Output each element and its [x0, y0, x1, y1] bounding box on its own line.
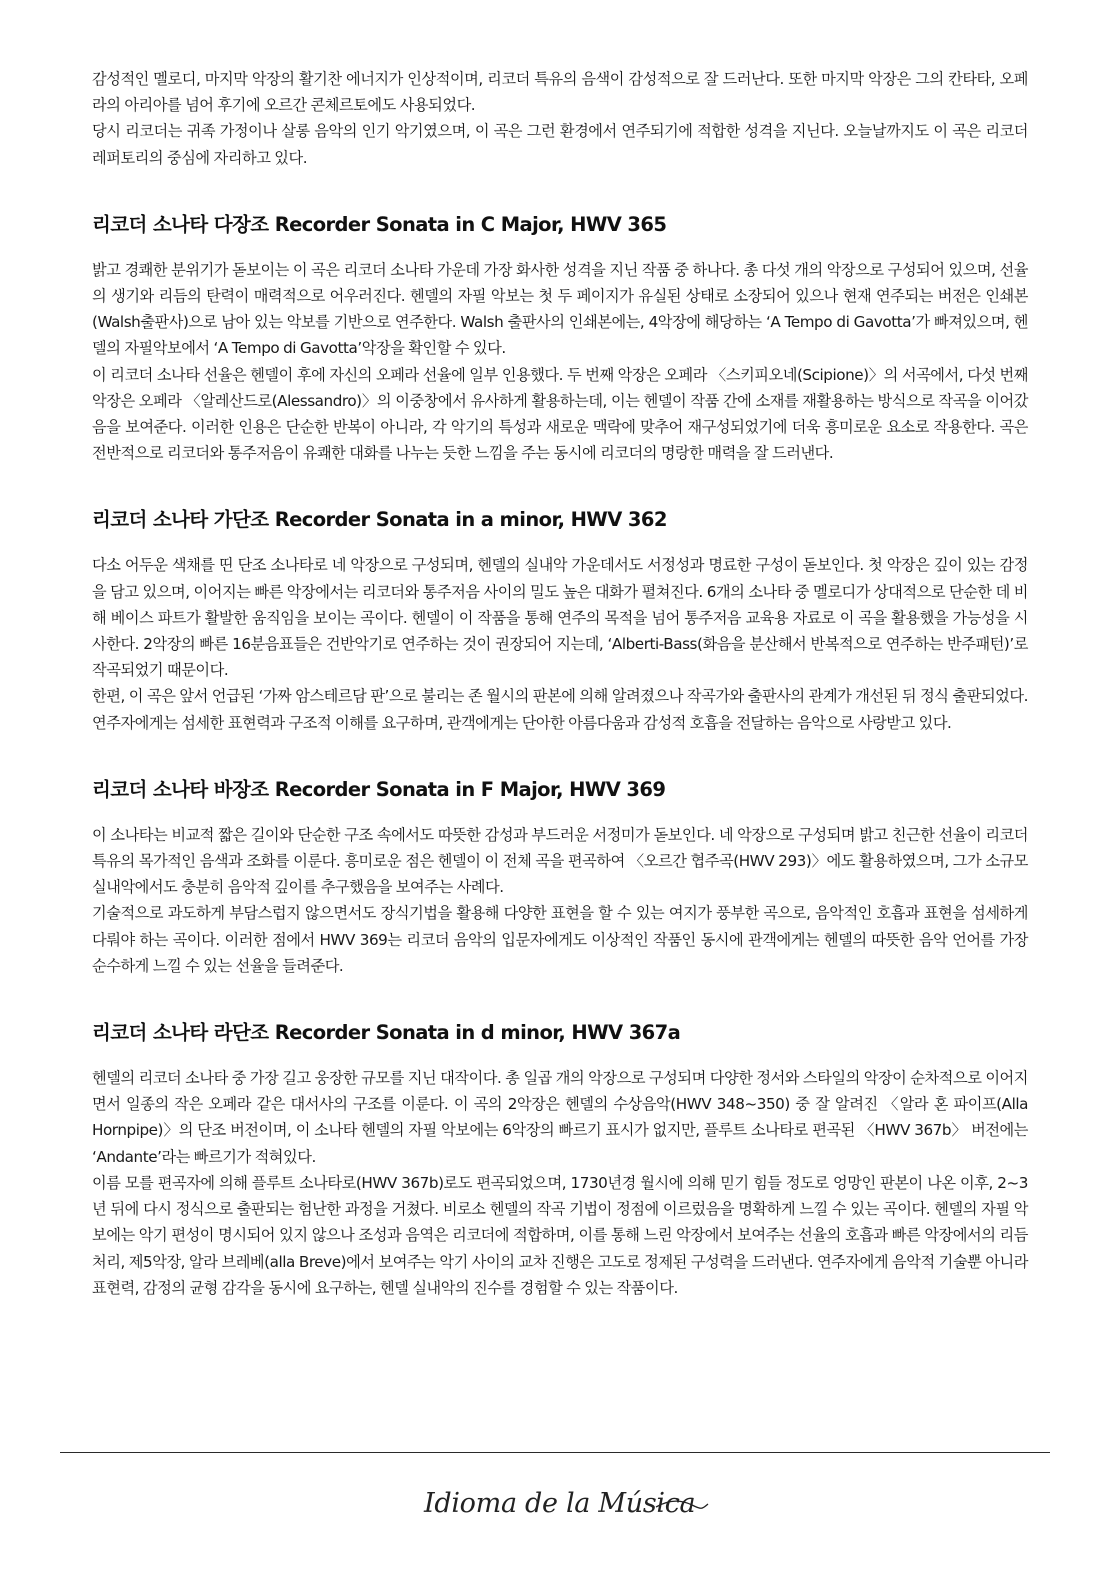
section-title: 리코더 소나타 라단조 Recorder Sonata in d minor, HWV 367a	[92, 1021, 681, 1045]
footer-divider	[60, 1452, 1050, 1453]
section-hwv369	[92, 776, 1028, 979]
section-paragraph: 이 소나타는 비교적 짧은 길이와 단순한 구조 속에서도 따뜻한 감성과 부드러운 서정미가 돋보인다. 네 악장으로 구성되며 밝고 친근한 선율이 리코더 특유의 목가적인 음색과 조화를 이룬다. 흥미로운 점은 헨델이 이 전체 곡을 편곡하여 〈오르간 협주곡(HWV 293)〉에도 활용하였으며, 그가 소규모 실내악에서도 충분히 음악적 깊이를 추구했음을 보여주는 사례다.	[92, 825, 1028, 897]
section-paragraph: 이 리코더 소나타 선율은 헨델이 후에 자신의 오페라 선율에 일부 인용했다. 두 번째 악장은 오페라 〈스키피오네(Scipione)〉의 서곡에서, 다섯 번째 악장은 오페라 〈알레산드로(Alessandro)〉의 이중창에서 유사하게 활용하는데, 이는 헨델이 작품 간에 소재를 재활용하는 방식으로 작곡을 이어갔음을 보여준다. 이러한 인용은 단순한 반복이 아니라, 각 악기의 특성과 새로운 맥락에 맞추어 재구성되었기에 더욱 흥미로운 요소로 작용한다. 곡은 전반적으로 리코더와 통주저음이 유쾌한 대화를 나누는 듯한 느낌을 주는 동시에 리코더의 명랑한 매력을 잘 드러낸다.	[92, 365, 1028, 463]
section-paragraph: 다소 어두운 색채를 띤 단조 소나타로 네 악장으로 구성되며, 헨델의 실내악 가운데서도 서정성과 명료한 구성이 돋보인다. 첫 악장은 깊이 있는 감정을 담고 있으며, 이어지는 빠른 악장에서는 리코더와 통주저음 사이의 밀도 높은 대화가 펼쳐진다. 6개의 소나타 중 멜로디가 상대적으로 단순한 데 비해 베이스 파트가 활발한 움직임을 보이는 곡이다. 헨델이 이 작품을 통해 연주의 목적을 넘어 통주저음 교육용 자료로 이 곡을 활용했을 가능성을 시사한다. 2악장의 빠른 16분음표들은 건반악기로 연주하는 것이 권장되어 지는데, ‘Alberti-Bass(화음을 분산해서 반복적으로 연주하는 반주패턴)’로 작곡되었기 때문이다.	[92, 556, 1028, 680]
intro-paragraph: 당시 리코더는 귀족 가정이나 살롱 음악의 인기 악기였으며, 이 곡은 그런 환경에서 연주되기에 적합한 성격을 지닌다. 오늘날까지도 이 곡은 리코더 레퍼토리의 중심에 자리하고 있다.	[92, 122, 1028, 167]
section-paragraph: 밝고 경쾌한 분위기가 돋보이는 이 곡은 리코더 소나타 가운데 가장 화사한 성격을 지닌 작품 중 하나다. 총 다섯 개의 악장으로 구성되어 있으며, 선율의 생기와 리듬의 탄력이 매력적으로 어우러진다. 헨델의 자필 악보는 첫 두 페이지가 유실된 상태로 소장되어 있으나 현재 연주되는 버전은 인쇄본(Walsh출판사)으로 남아 있는 악보를 기반으로 연주한다. Walsh 출판사의 인쇄본에는, 4악장에 해당하는 ‘A Tempo di Gavotta’가 빠져있으며, 헨델의 자필악보에서 ‘A Tempo di Gavotta’악장을 확인할 수 있다.	[92, 260, 1028, 358]
section-paragraph: 기술적으로 과도하게 부담스럽지 않으면서도 장식기법을 활용해 다양한 표현을 할 수 있는 여지가 풍부한 곡으로, 음악적인 호흡과 표현을 섬세하게 다뤄야 하는 곡이다. 이러한 점에서 HWV 369는 리코더 음악의 입문자에게도 이상적인 작품인 동시에 관객에게는 헨델의 따뜻한 음악 언어를 가장 순수하게 느낄 수 있는 선율을 들려준다.	[92, 904, 1028, 975]
idioma-logo	[420, 1478, 710, 1528]
section-hwv367a	[92, 1019, 1028, 1301]
logo-text: Idioma de la Música	[424, 1488, 696, 1519]
section-hwv362	[92, 506, 1028, 735]
section-paragraph: 이름 모를 편곡자에 의해 플루트 소나타로(HWV 367b)로도 편곡되었으며, 1730년경 월시에 의해 믿기 힘들 정도로 엉망인 판본이 나온 이후, 2~3년 뒤에 다시 정식으로 출판되는 험난한 과정을 거쳤다. 비로소 헨델의 작곡 기법이 정점에 이르렀음을 명확하게 느낄 수 있는 곡이다. 헨델의 자필 악보에는 악기 편성이 명시되어 있지 않으나 조성과 음역은 리코더에 적합하며, 이를 통해 느린 악장에서 보여주는 선율의 호흡과 빠른 악장에서의 리듬 처리, 제5악장, 알라 브레베(alla Breve)에서 보여주는 악기 사이의 교차 진행은 고도로 정제된 구성력을 드러낸다. 연주자에게 음악적 기술뿐 아니라 표현력, 감정의 균형 감각을 동시에 요구하는, 헨델 실내악의 진수를 경험할 수 있는 작품이다.	[92, 1173, 1028, 1297]
intro-paragraph: 감성적인 멜로디, 마지막 악장의 활기찬 에너지가 인상적이며, 리코더 특유의 음색이 감성적으로 잘 드러난다. 또한 마지막 악장은 그의 칸타타, 오페라의 아리아를 넘어 후기에 오르간 콘체르토에도 사용되었다.	[92, 70, 1028, 115]
section-paragraph: 헨델의 리코더 소나타 중 가장 길고 웅장한 규모를 지닌 대작이다. 총 일곱 개의 악장으로 구성되며 다양한 정서와 스타일의 악장이 순차적으로 이어지면서 일종의 작은 오페라 같은 대서사의 구조를 이룬다. 이 곡의 2악장은 헨델의 수상음악(HWV 348~350) 중 잘 알려진 〈알라 혼 파이프(Alla Hornpipe)〉의 단조 버전이며, 이 소나타 헨델의 자필 악보에는 6악장의 빠르기 표시가 없지만, 플루트 소나타로 편곡된 〈HWV 367b〉 버전에는 ‘Andante’라는 빠르기가 적혀있다.	[92, 1069, 1028, 1166]
page-content	[92, 66, 1028, 1301]
section-title: 리코더 소나타 바장조 Recorder Sonata in F Major, HWV 369	[92, 777, 666, 801]
section-title: 리코더 소나타 다장조 Recorder Sonata in C Major, HWV 365	[92, 212, 667, 236]
idioma-logo-mark	[420, 1478, 710, 1528]
section-title: 리코더 소나타 가단조 Recorder Sonata in a minor, HWV 362	[92, 508, 667, 532]
intro-block	[92, 66, 1028, 171]
section-hwv365	[92, 211, 1028, 467]
section-paragraph: 한편, 이 곡은 앞서 언급된 ‘가짜 암스테르담 판’으로 불리는 존 월시의 판본에 의해 알려졌으나 작곡가와 출판사의 관계가 개선된 뒤 정식 출판되었다. 연주자에게는 섬세한 표현력과 구조적 이해를 요구하며, 관객에게는 단아한 아름다움과 감성적 호흡을 전달하는 음악으로 사랑받고 있다.	[92, 687, 1028, 732]
